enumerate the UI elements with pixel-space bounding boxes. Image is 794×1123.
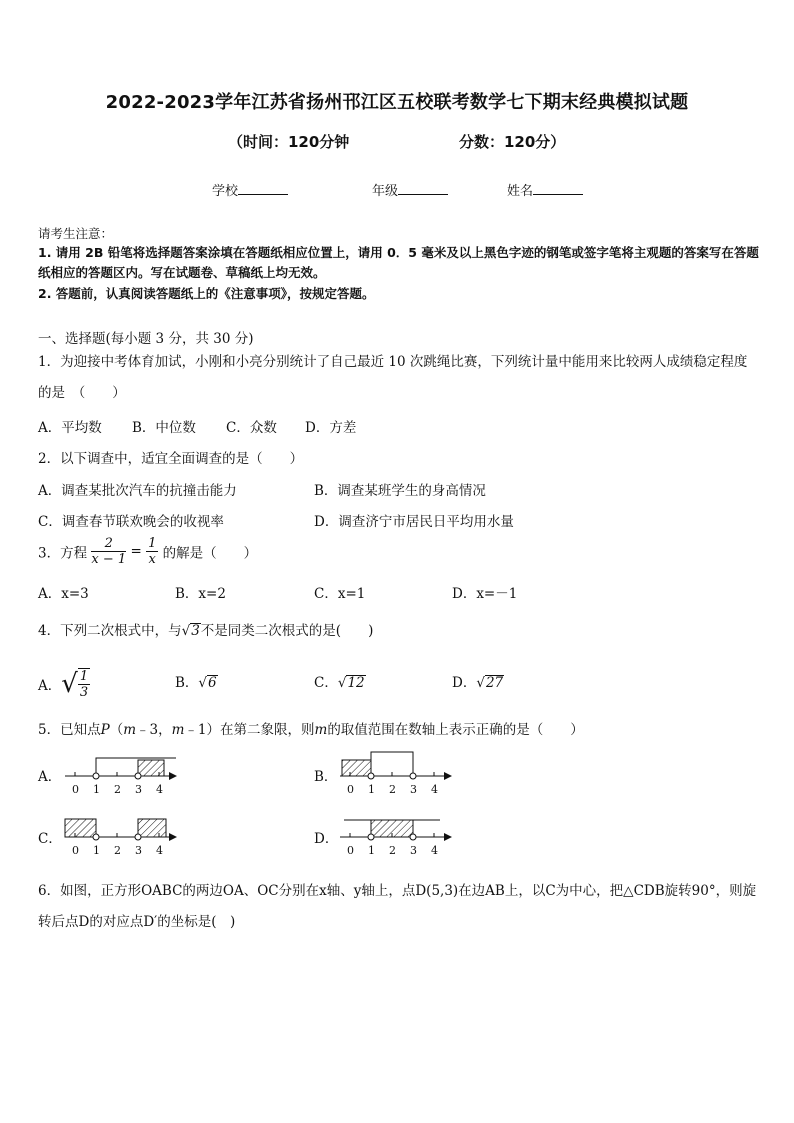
tick-label: 3 [410,844,417,857]
tick-label: 2 [389,844,396,857]
q3-option-b: B．x=2 [175,586,226,602]
question-1: 1．为迎接中考体育加试，小刚和小亮分别统计了自己最近 10 次跳绳比赛，下列统计量中能用来比较两人成绩稳定程度的是 （ ） [38,354,748,401]
q3-f1-denominator: x − 1 [91,552,127,567]
q3-prefix: 3．方程 [38,545,88,562]
tick-label: 4 [431,844,438,857]
notice-heading: 请考生注意： [38,226,114,241]
q4-option-c: C．√12 [314,675,365,691]
name-label: 姓名 [507,184,534,199]
q5-option-b-label: B． [314,769,338,785]
q4-radical: √3 [181,623,200,639]
exam-score: 分数：120分） [459,133,566,151]
tick-label: 1 [368,844,375,857]
tick-label: 1 [368,783,375,796]
number-line-b [340,752,451,796]
q3-f2-denominator: x [148,552,156,567]
tick-label: 2 [114,783,121,796]
tick-label: 4 [156,844,163,857]
grade-label: 年级 [372,184,399,199]
tick-label: 0 [72,783,79,796]
tick-label: 0 [347,844,354,857]
number-line-a [65,758,176,796]
q3-option-c: C．x=1 [314,586,366,602]
q2-option-d: D．调查济宁市居民日平均用水量 [314,514,514,530]
question-2: 2．以下调查中，适宜全面调查的是（ ） [38,451,304,467]
q5-option-d-label: D． [314,831,339,847]
question-6: 6．如图，正方形OABC的两边OA、OC分别在x轴、y轴上，点D(5,3)在边AB上，以C为中心，把△CDB旋转90°，则旋转后点D的对应点D′的坐标是( ) [38,883,757,930]
q3-equals: = [130,543,142,560]
tick-label: 1 [93,783,100,796]
q4-prefix: 4．下列二次根式中，与 [38,623,182,639]
q2-option-c: C．调查春节联欢晚会的收视率 [38,514,224,530]
q3-f2-numerator: 1 [148,536,157,551]
q5-option-a-label: A． [38,769,62,785]
q1-option-a: A．平均数 [38,420,102,436]
q4-option-b: B．√6 [175,675,217,691]
tick-label: 2 [389,783,396,796]
notice-item-1: 1. 请用 2B 铅笔将选择题答案涂填在答题纸相应位置上，请用 0．5 毫米及以上黑色字迹的钢笔或签字笔将主观题的答案写在答题纸相应的答题区内。写在试题卷、草稿纸上均无效。 [38,245,759,280]
q3-f1-numerator: 2 [91,536,126,552]
tick-label: 3 [135,783,142,796]
tick-label: 0 [347,783,354,796]
q5-option-c-label: C． [38,831,62,847]
tick-label: 4 [431,783,438,796]
number-line-c [65,819,176,857]
exam-title: 2022-2023学年江苏省扬州邗江区五校联考数学七下期末经典模拟试题 [105,92,689,113]
tick-label: 2 [114,844,121,857]
tick-label: 3 [135,844,142,857]
tick-label: 3 [410,783,417,796]
q3-suffix: 的解是（ ） [162,545,258,562]
q1-option-d: D．方差 [305,420,357,436]
school-label: 学校 [212,184,239,199]
tick-label: 4 [156,783,163,796]
q3-option-d: D．x=－1 [452,586,518,602]
section-heading: 一、选择题(每小题 3 分，共 30 分) [38,331,254,347]
q2-option-b: B．调查某班学生的身高情况 [314,483,486,499]
question-5: 5．已知点P（m﹣3，m﹣1）在第二象限，则m的取值范围在数轴上表示正确的是（ ） [38,722,584,738]
tick-label: 0 [72,844,79,857]
q4-option-a: A．√ $\frac{1}{3}$ [38,669,89,700]
q3-option-a: A．x=3 [38,586,89,602]
q2-option-a: A．调查某批次汽车的抗撞击能力 [38,483,237,499]
q4-option-d: D．√27 [452,675,504,691]
q1-option-c: C．众数 [226,420,277,436]
q4-suffix: 不是同类二次根式的是( ) [200,623,374,639]
tick-label: 1 [93,844,100,857]
exam-time: （时间：120分钟 [228,133,350,151]
q1-option-b: B．中位数 [132,420,196,436]
number-line-d [340,820,451,857]
notice-item-2: 2. 答题前，认真阅读答题纸上的《注意事项》，按规定答题。 [38,286,375,301]
